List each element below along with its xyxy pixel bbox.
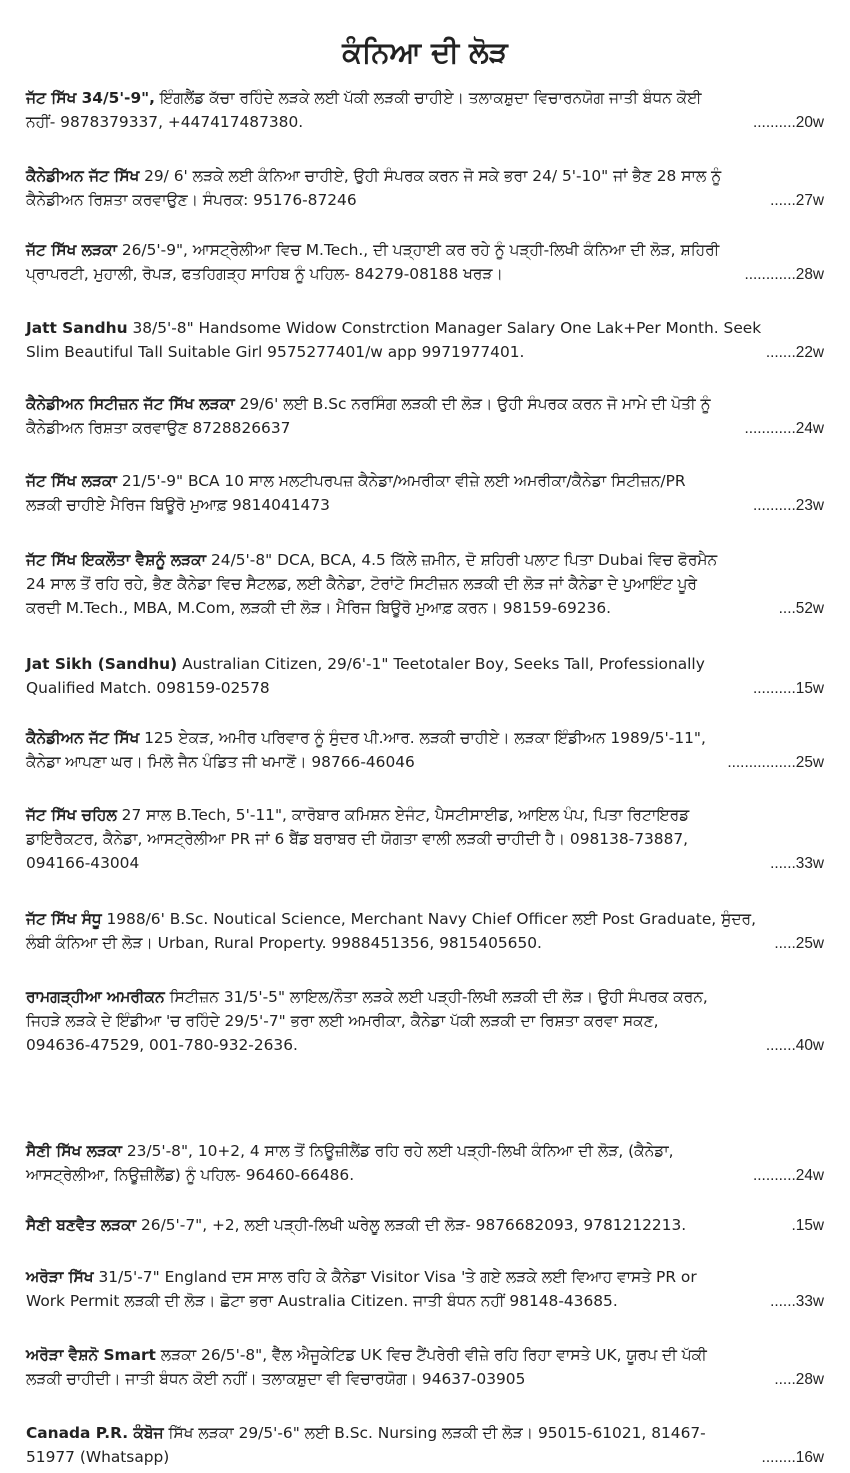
entry-code: ..........24w [753,1167,824,1184]
entry-footer [26,931,824,956]
entry-line [26,1139,824,1163]
classified-entry [26,1343,824,1392]
entry-heading: ਜੱਟ ਸਿੱਖ ਲੜਕਾ [26,241,117,259]
entry-contact: ਕੈਨੇਡੀਅਨ ਰਿਸ਼ਤਾ ਕਰਵਾਉਣ। ਸੰਪਰਕ: 95176-87246 [26,191,357,209]
entry-heading: ਜੱਟ ਸਿੱਖ 34/5'-9", [26,89,156,107]
entry-heading: ਅਰੋੜਾ ਵੈਸ਼ਨੋ Smart [26,1346,156,1364]
entry-contact: 51977 (Whatsapp) [26,1448,170,1466]
entry-line [26,1343,824,1367]
entry-line [26,803,824,827]
entry-code: ........16w [761,1449,824,1466]
entry-footer [26,110,824,135]
entry-footer [26,1033,824,1058]
entry-heading: ਕੈਨੇਡੀਅਨ ਜੱਟ ਸਿੱਖ [26,167,140,185]
page-title: ਕੰਨਿਆ ਦੀ ਲੋੜ [342,35,508,69]
classified-entry [26,1421,824,1470]
entry-footer [26,416,824,441]
entry-contact: Slim Beautiful Tall Suitable Girl 9575277401/w app 9971977401. [26,343,525,361]
entry-footer [26,188,824,213]
entry-code: ....52w [778,600,824,617]
entry-contact: ਲੰਬੀ ਕੰਨਿਆ ਦੀ ਲੋੜ। Urban, Rural Property. 9988451356, 9815405650. [26,934,542,952]
entry-text: 24 ਸਾਲ ਤੋਂ ਰਹਿ ਰਹੇ, ਭੈਣ ਕੈਨੇਡਾ ਵਿਚ ਸੈਟਲਡ, ਲਈ ਕੈਨੇਡਾ, ਟੋਰਾਂਟੋ ਸਿਟੀਜ਼ਨ ਲੜਕੀ ਦੀ ਲੋੜ ਜਾਂ ਕੈਨੇਡਾ ਦੇ ਪੁਆਇੰਟ ਪੂਰੇ [26,575,697,593]
classified-entry [26,1139,824,1188]
classified-entry [26,316,824,365]
entry-heading: ਜੱਟ ਸਿੱਖ ਚਹਿਲ [26,806,117,824]
entry-text: 31/5'-7" England ਦਸ ਸਾਲ ਰਹਿ ਕੇ ਕੈਨੇਡਾ Visitor Visa 'ਤੇ ਗਏ ਲੜਕੇ ਲਈ ਵਿਆਹ ਵਾਸਤੇ PR or [93,1268,697,1286]
entry-code: .......22w [765,344,824,361]
classified-entry [26,1213,824,1238]
classified-entry [26,164,824,213]
entry-contact: ਕੈਨੇਡਾ ਆਪਣਾ ਘਰ। ਮਿਲੋ ਜੈਨ ਪੰਡਿਤ ਜੀ ਖਮਾਣੋਂ। 98766-46046 [26,753,415,771]
entry-code: .....25w [774,935,824,952]
entry-line [26,652,824,676]
entry-text: 21/5'-9" BCA 10 ਸਾਲ ਮਲਟੀਪਰਪਜ਼ ਕੈਨੇਡਾ/ਅਮਰੀਕਾ ਵੀਜ਼ੇ ਲਈ ਅਮਰੀਕਾ/ਕੈਨੇਡਾ ਸਿਟੀਜ਼ਨ/PR [116,472,686,490]
entry-heading: ਰਾਮਗੜ੍ਹੀਆ ਅਮਰੀਕਨ [26,988,165,1006]
classified-entry [26,803,824,876]
entry-text: ਸਿਟੀਜ਼ਨ 31/5'-5" ਲਾਇਲ/ਨੌਤਾ ਲੜਕੇ ਲਈ ਪੜ੍ਹੀ-ਲਿਖੀ ਲੜਕੀ ਦੀ ਲੋੜ। ਉਹੀ ਸੰਪਰਕ ਕਰਨ, [164,988,708,1006]
entry-heading: ਜੱਟ ਸਿੱਖ ਲੜਕਾ [26,472,117,490]
entry-line [26,1265,824,1289]
entry-text: 125 ਏਕੜ, ਅਮੀਰ ਪਰਿਵਾਰ ਨੂੰ ਸੁੰਦਰ ਪੀ.ਆਰ. ਲੜਕੀ ਚਾਹੀਏ। ਲੜਕਾ ਇੰਡੀਅਨ 1989/5'-11", [139,729,706,747]
entry-line [26,392,824,416]
entry-footer [26,596,824,621]
entry-line [26,164,824,188]
entry-text: ਇੰਗਲੈਂਡ ਕੱਚਾ ਰਹਿੰਦੇ ਲੜਕੇ ਲਈ ਪੱਕੀ ਲੜਕੀ ਚਾਹੀਏ। ਤਲਾਕਸ਼ੁਦਾ ਵਿਚਾਰਨਯੋਗ ਜਾਤੀ ਬੰਧਨ ਕੋਈ [155,89,702,107]
entry-text: 24/5'-8" DCA, BCA, 4.5 ਕਿੱਲੇ ਜ਼ਮੀਨ, ਦੋ ਸ਼ਹਿਰੀ ਪਲਾਟ ਪਿਤਾ Dubai ਵਿਚ ਫੋਰਮੈਨ [206,551,718,569]
entry-footer [26,1367,824,1392]
entry-heading: ਸੈਣੀ ਬਣਵੈਤ ਲੜਕਾ [26,1216,137,1234]
entry-contact: 094636-47529, 001-780-932-2636. [26,1036,298,1054]
entry-text: ਲੜਕਾ 26/5'-8", ਵੈੱਲ ਐਜੂਕੇਟਿਡ UK ਵਿਚ ਟੈਂਪਰੇਰੀ ਵੀਜ਼ੇ ਰਹਿ ਰਿਹਾ ਵਾਸਤੇ UK, ਯੂਰਪ ਦੀ ਪੱਕੀ [155,1346,707,1364]
classified-entry [26,907,824,956]
entry-code: ............24w [744,420,824,437]
classified-entry [26,652,824,701]
entry-heading: ਅਰੋੜਾ ਸਿੱਖ [26,1268,94,1286]
entry-footer [26,493,824,518]
entry-line [26,548,824,572]
entry-footer [26,1213,824,1238]
entry-code: ................25w [727,754,824,771]
classified-entry [26,548,824,621]
entry-code: ..........23w [753,497,824,514]
entry-heading: ਜੱਟ ਸਿੱਖ ਸੰਧੂ [26,910,102,928]
entry-code: ......33w [770,1293,824,1310]
entry-text: 38/5'-8" Handsome Widow Constrction Manager Salary One Lak+Per Month. Seek [127,319,762,337]
entry-code: .....28w [774,1371,824,1388]
entry-code: ......33w [770,855,824,872]
entry-heading: ਜੱਟ ਸਿੱਖ ਇਕਲੌਤਾ ਵੈਸ਼ਨੂੰ ਲੜਕਾ [26,551,207,569]
entry-text: 23/5'-8", 10+2, 4 ਸਾਲ ਤੋਂ ਨਿਊਜ਼ੀਲੈਂਡ ਰਹਿ ਰਹੇ ਲਈ ਪੜ੍ਹੀ-ਲਿਖੀ ਕੰਨਿਆ ਦੀ ਲੋੜ, (ਕੈਨੇਡਾ, [121,1142,674,1160]
classified-entry [26,469,824,518]
entry-footer [26,676,824,701]
entry-text: 27 ਸਾਲ B.Tech, 5'-11", ਕਾਰੋਬਾਰ ਕਮਿਸ਼ਨ ਏਜੰਟ, ਪੈਸਟੀਸਾਈਡ, ਆਇਲ ਪੰਪ, ਪਿਤਾ ਰਿਟਾਇਰਡ [116,806,690,824]
entry-text: 29/6' ਲਈ B.Sc ਨਰਸਿੰਗ ਲੜਕੀ ਦੀ ਲੋੜ। ਉਹੀ ਸੰਪਰਕ ਕਰਨ ਜੋ ਮਾਮੇ ਦੀ ਪੋਤੀ ਨੂੰ [234,395,711,413]
entry-code: ..........20w [753,114,824,131]
entry-line [26,86,824,110]
classified-entry [26,726,824,775]
entry-contact: ਆਸਟ੍ਰੇਲੀਆ, ਨਿਊਜ਼ੀਲੈਂਡ) ਨੂੰ ਪਹਿਲ- 96460-66486. [26,1166,355,1184]
entry-contact: ਕਰਦੀ M.Tech., MBA, M.Com, ਲੜਕੀ ਦੀ ਲੋੜ। ਮੈਰਿਜ ਬਿਊਰੋ ਮੁਆਫ਼ ਕਰਨ। 98159-69236. [26,599,612,617]
entry-line [26,726,824,750]
entry-contact: ਨਹੀਂ- 9878379337, +447417487380. [26,113,304,131]
entry-contact: 094166-43004 [26,854,140,872]
entry-heading: ਸੈਣੀ ਸਿੱਖ ਲੜਕਾ [26,1142,122,1160]
entry-footer [26,750,824,775]
entry-code: ..........15w [753,680,824,697]
entry-line [26,907,824,931]
entry-footer [26,340,824,365]
entry-contact: ਕੈਨੇਡੀਅਨ ਰਿਸ਼ਤਾ ਕਰਵਾਉਣ 8728826637 [26,419,291,437]
entry-footer [26,262,824,287]
entry-heading: Jat Sikh (Sandhu) [26,655,178,673]
classified-entry [26,86,824,135]
entry-line [26,985,824,1009]
entry-line [26,238,824,262]
entry-line [26,316,824,340]
entry-contact: ਲੜਕੀ ਚਾਹੀਏ ਮੈਰਿਜ ਬਿਊਰੋ ਮੁਆਫ਼ 9814041473 [26,496,330,514]
entry-line [26,469,824,493]
entry-text: ਡਾਇਰੈਕਟਰ, ਕੈਨੇਡਾ, ਆਸਟ੍ਰੇਲੀਆ PR ਜਾਂ 6 ਬੈਂਡ ਬਰਾਬਰ ਦੀ ਯੋਗਤਾ ਵਾਲੀ ਲੜਕੀ ਚਾਹੀਦੀ ਹੈ। 098138-73887, [26,830,689,848]
entry-footer [26,1163,824,1188]
entry-contact: Work Permit ਲੜਕੀ ਦੀ ਲੋੜ। ਛੋਟਾ ਭਰਾ Australia Citizen. ਜਾਤੀ ਬੰਧਨ ਨਹੀਂ 98148-43685. [26,1292,618,1310]
entry-text: 29/ 6' ਲੜਕੇ ਲਈ ਕੰਨਿਆ ਚਾਹੀਏ, ਉਹੀ ਸੰਪਰਕ ਕਰਨ ਜੋ ਸਕੇ ਭਰਾ 24/ 5'-10" ਜਾਂ ਭੈਣ 28 ਸਾਲ ਨੂੰ [139,167,722,185]
classified-entry [26,985,824,1058]
entry-footer [26,851,824,876]
entry-footer [26,1445,824,1470]
entry-code: .15w [791,1217,824,1234]
entry-code: ............28w [744,266,824,283]
entry-text: 1988/6' B.Sc. Noutical Science, Merchant Navy Chief Officer ਲਈ Post Graduate, ਸੁੰਦਰ, [101,910,756,928]
entry-contact: Qualified Match. 098159-02578 [26,679,270,697]
entry-text: Australian Citizen, 29/6'-1" Teetotaler Boy, Seeks Tall, Professionally [177,655,705,673]
entry-code: ......27w [770,192,824,209]
classified-entry [26,392,824,441]
entry-line [26,1421,824,1445]
entry-heading: ਕੈਨੇਡੀਅਨ ਸਿਟੀਜ਼ਨ ਜੱਟ ਸਿੱਖ ਲੜਕਾ [26,395,235,413]
entry-text: 26/5'-9", ਆਸਟ੍ਰੇਲੀਆ ਵਿਚ M.Tech., ਦੀ ਪੜ੍ਹਾਈ ਕਰ ਰਹੇ ਨੂੰ ਪੜ੍ਹੀ-ਲਿਖੀ ਕੰਨਿਆ ਦੀ ਲੋੜ, ਸ਼ਹਿਰੀ [116,241,720,259]
classified-entry [26,238,824,287]
entry-contact: ਲੜਕੀ ਚਾਹੀਦੀ। ਜਾਤੀ ਬੰਧਨ ਕੋਈ ਨਹੀਂ। ਤਲਾਕਸ਼ੁਦਾ ਵੀ ਵਿਚਾਰਯੋਗ। 94637-03905 [26,1370,526,1388]
entry-contact: ਪ੍ਰਾਪਰਟੀ, ਮੁਹਾਲੀ, ਰੋਪੜ, ਫਤਹਿਗੜ੍ਹ ਸਾਹਿਬ ਨੂੰ ਪਹਿਲ- 84279-08188 ਖਰੜ। [26,265,503,283]
classified-entry [26,1265,824,1314]
entry-text: ਸਿੱਖ ਲੜਕਾ 29/5'-6" ਲਈ B.Sc. Nursing ਲੜਕੀ ਦੀ ਲੋੜ। 95015-61021, 81467- [163,1424,706,1442]
entry-heading: Canada P.R. ਕੰਬੋਜ [26,1424,164,1442]
entry-footer [26,1289,824,1314]
entry-heading: Jatt Sandhu [26,319,128,337]
entry-code: .......40w [765,1037,824,1054]
entry-contact: 26/5'-7", +2, ਲਈ ਪੜ੍ਹੀ-ਲਿਖੀ ਘਰੇਲੂ ਲੜਕੀ ਦੀ ਲੋੜ- 9876682093, 9781212213. [136,1216,687,1234]
entry-text: ਜਿਹੜੇ ਲੜਕੇ ਦੇ ਇੰਡੀਆ 'ਚ ਰਹਿੰਦੇ 29/5'-7" ਭਰਾ ਲਈ ਅਮਰੀਕਾ, ਕੈਨੇਡਾ ਪੱਕੀ ਲੜਕੀ ਦਾ ਰਿਸ਼ਤਾ ਕਰਵਾ ਸਕਣ, [26,1012,659,1030]
entry-heading: ਕੈਨੇਡੀਅਨ ਜੱਟ ਸਿੱਖ [26,729,140,747]
